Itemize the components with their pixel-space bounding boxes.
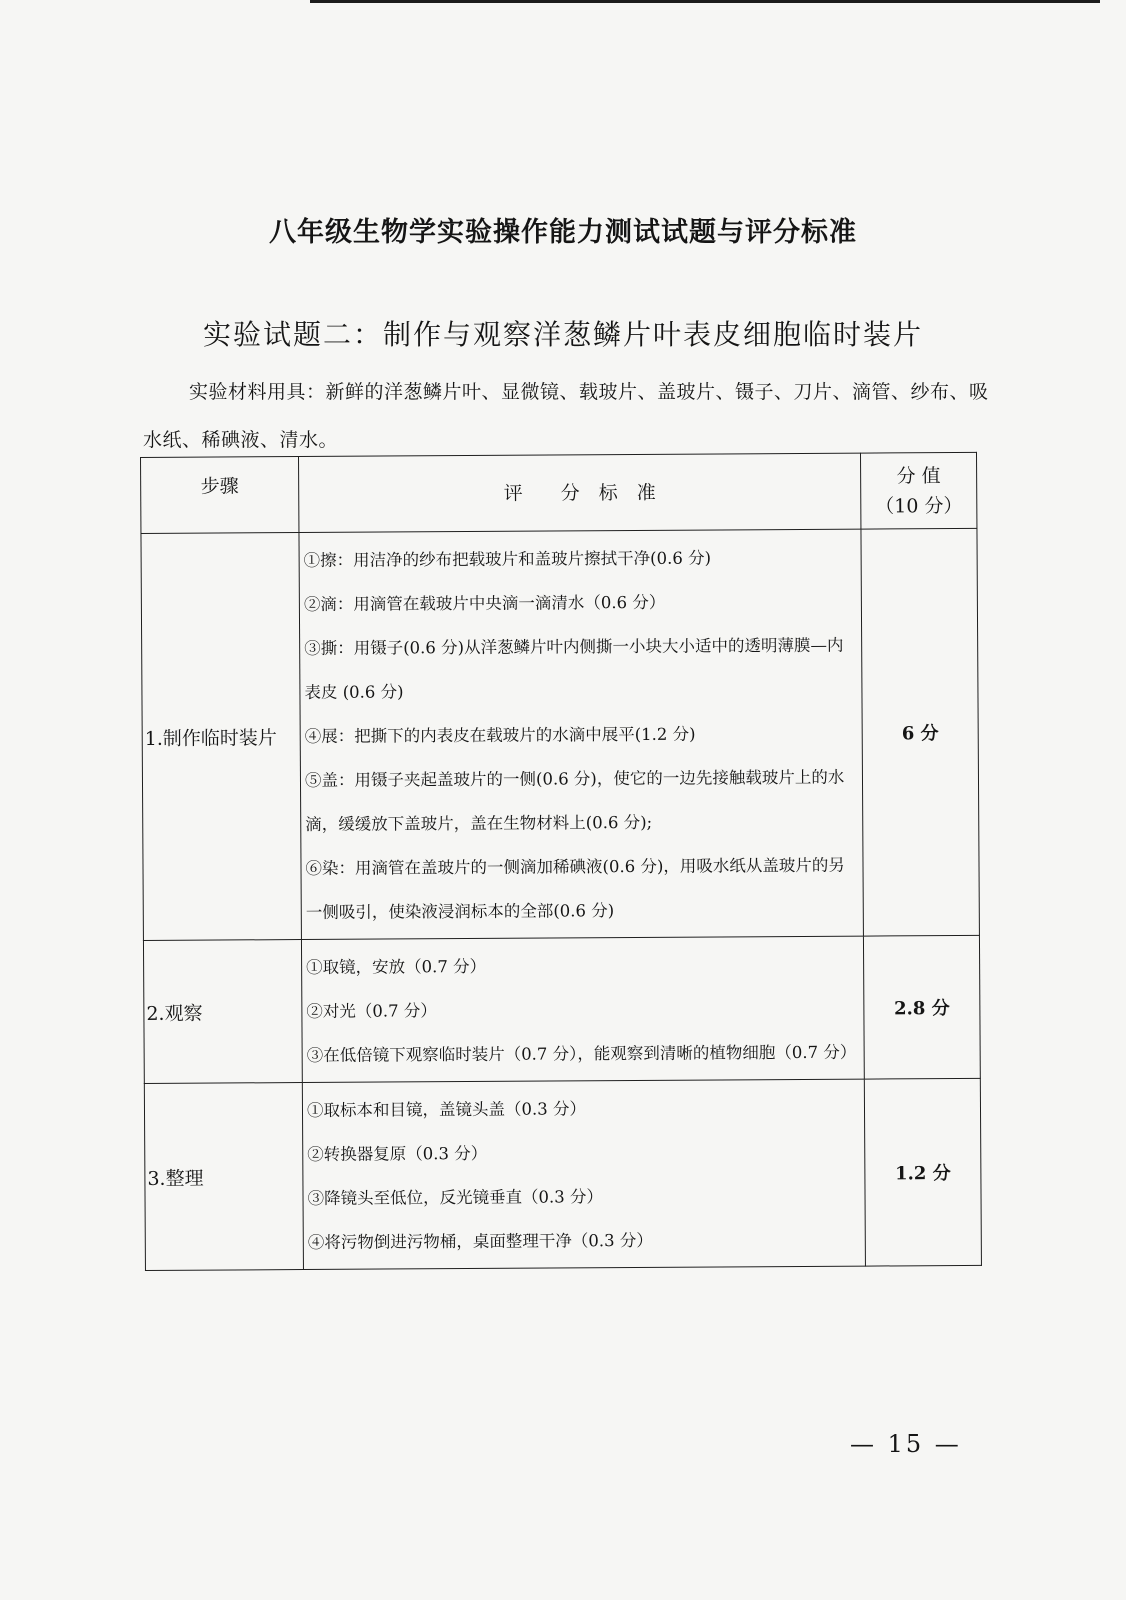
- header-score-label: 分 值: [896, 464, 941, 487]
- header-score-total: （10 分）: [875, 494, 963, 518]
- table-row: [141, 528, 979, 940]
- criteria-item: ①取镜，安放（0.7 分）: [306, 956, 487, 977]
- criteria-item: ②转换器复原（0.3 分）: [307, 1143, 488, 1164]
- score-cell: 1.2 分: [864, 1078, 981, 1266]
- criteria-cell: [299, 529, 863, 939]
- criteria-item: ②对光（0.7 分）: [306, 1001, 437, 1021]
- table-header-row: [141, 452, 977, 533]
- criteria-cell: [301, 936, 864, 1082]
- criteria-cell: [302, 1079, 865, 1269]
- criteria-item: ④将污物倒进污物桶，桌面整理干净（0.3 分）: [307, 1230, 653, 1252]
- criteria-item: ⑥染：用滴管在盖玻片的一侧滴加稀碘液(0.6 分)，用吸水纸从盖玻片的另一侧吸引，使染液浸润标本的全部(0.6 分): [305, 855, 845, 922]
- criteria-item: ⑤盖：用镊子夹起盖玻片的一侧(0.6 分)，使它的一边先接触载玻片上的水滴，缓缓放下盖玻片，盖在生物材料上(0.6 分);: [304, 767, 845, 834]
- criteria-item: ③降镜头至低位，反光镜垂直（0.3 分）: [307, 1187, 604, 1208]
- table-row: [143, 935, 980, 1083]
- criteria-item: ①取标本和目镜，盖镜头盖（0.3 分）: [306, 1099, 587, 1120]
- criteria-item: ④展：把撕下的内表皮在载玻片的水滴中展平(1.2 分): [304, 724, 696, 746]
- criteria-item: ②滴：用滴管在载玻片中央滴一滴清水（0.6 分）: [303, 592, 666, 615]
- header-score: [860, 452, 976, 529]
- page-number: — 15 —: [850, 1430, 962, 1458]
- header-step: 步骤: [141, 457, 299, 534]
- materials-paragraph: 实验材料用具：新鲜的洋葱鳞片叶、显微镜、载玻片、盖玻片、镊子、刀片、滴管、纱布、吸水纸、稀碘液、清水。: [143, 381, 989, 451]
- table-row: [144, 1078, 981, 1270]
- step-cell: 2.观察: [143, 940, 302, 1084]
- top-border-rule: [310, 0, 1100, 3]
- criteria-item: ①擦：用洁净的纱布把载玻片和盖玻片擦拭干净(0.6 分): [303, 548, 712, 571]
- score-cell: 2.8 分: [863, 935, 980, 1079]
- step-cell: 3.整理: [144, 1083, 303, 1271]
- document-subtitle: 实验试题二：制作与观察洋葱鳞片叶表皮细胞临时装片: [202, 318, 923, 351]
- scoring-table: [140, 452, 982, 1271]
- header-criteria: 评 分 标 准: [299, 453, 861, 532]
- criteria-item: ③在低倍镜下观察临时装片（0.7 分），能观察到清晰的植物细胞（0.7 分）: [306, 1042, 857, 1065]
- document-title: 八年级生物学实验操作能力测试试题与评分标准: [269, 217, 857, 248]
- step-cell: 1.制作临时装片: [141, 533, 301, 941]
- score-cell: 6 分: [861, 528, 979, 936]
- criteria-item: ③撕：用镊子(0.6 分)从洋葱鳞片叶内侧撕一小块大小适中的透明薄膜—内表皮 (0.6 分): [304, 635, 844, 702]
